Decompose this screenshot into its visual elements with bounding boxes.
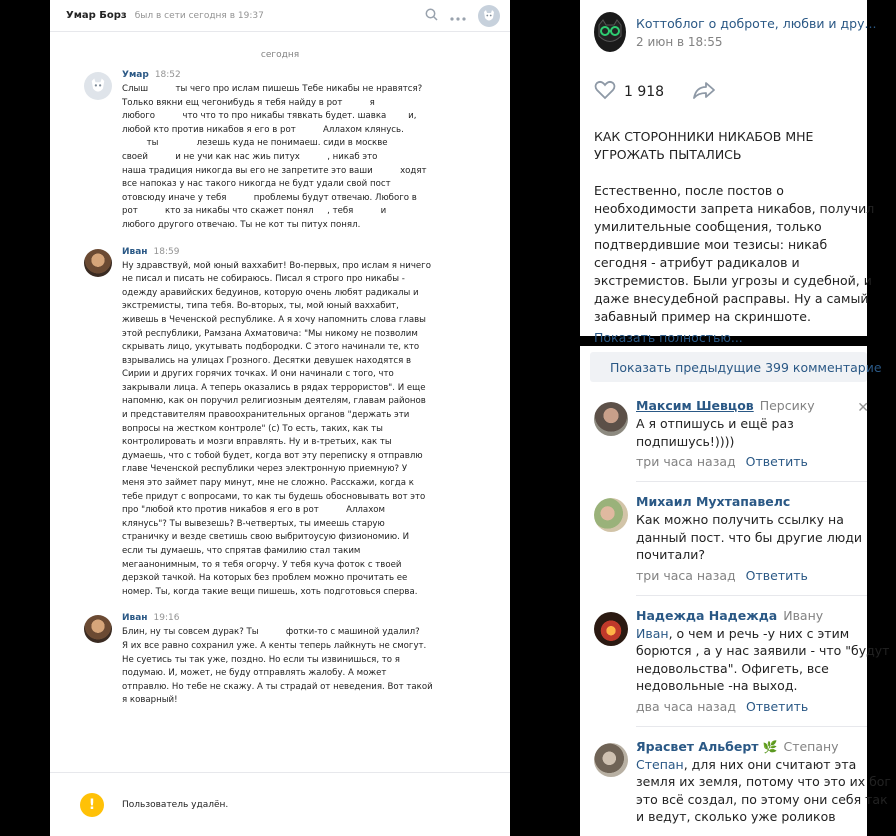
comment-author[interactable]: Михаил Мухтапавелс	[636, 494, 791, 509]
comment-time[interactable]: три часа назад	[636, 567, 736, 583]
day-separator: сегодня	[260, 50, 300, 60]
comment-author[interactable]: Ярасвет Альберт	[636, 738, 759, 754]
avatar[interactable]	[594, 612, 628, 646]
chat-message	[50, 247, 510, 600]
message-text: Слыш ты чего про ислам пишешь Тебе никабы не нравятся? Только вякни ещ чегонибудь я тебя найду в рот я любого что что то про никабы тявкать будет. шавка и, любой кто против никабов я его в рот Аллахом клянусь. ты лезешь куда не понимаеш. сиди в москве своей и не учи как нас жиь питух , никаб это наша традиция никогда вы его не запретите это ваши ходят все напоказ у нас такого никогда не будт удали свой пост отовсюду иначе у тебя проблемы будут отвечаю. Любого в рот кто за никабы что скажет понял , тебя и любого другого отвечаю. Ты не кот ты питух понял.	[122, 84, 427, 230]
reply-button[interactable]: Ответить	[745, 454, 808, 469]
message-author[interactable]: Умар	[122, 70, 149, 80]
chat-message	[50, 613, 510, 708]
group-avatar[interactable]	[594, 12, 626, 52]
deleted-user-text: Пользователь удалён.	[122, 799, 229, 810]
comment-text: Степан, для них они считают эта земля их земля, потому что это их бог это всё создал, по этому они себя так и ведут, сколько уже роликов	[636, 756, 891, 824]
message-time: 18:59	[153, 246, 180, 257]
comment-reply-to[interactable]: Ивану	[783, 607, 824, 623]
post-title: КАК СТОРОННИКИ НИКАБОВ МНЕ УГРОЖАТЬ ПЫТАЛИСЬ	[594, 129, 814, 162]
divider	[636, 481, 867, 482]
comment-text: Иван, о чем и речь -у них с этим борются , а у нас заявили - что "будут недовольства". Офигеть, все недовольные -на выход.	[636, 625, 890, 693]
comment-time[interactable]: три часа назад	[636, 454, 736, 469]
comment	[580, 494, 867, 583]
mention-link[interactable]: Иван	[636, 625, 669, 641]
show-full-link[interactable]: Показать полностью...	[594, 330, 743, 345]
chat-header	[50, 0, 510, 32]
share-icon[interactable]	[692, 81, 716, 103]
likes-count: 1 918	[624, 84, 665, 100]
message-time: 19:16	[153, 613, 180, 624]
avatar[interactable]	[594, 498, 628, 532]
avatar[interactable]	[84, 615, 112, 643]
deleted-user-notice	[50, 772, 510, 836]
post-card	[580, 0, 877, 345]
reply-button[interactable]: Ответить	[745, 567, 808, 583]
divider	[636, 595, 867, 596]
message-time: 18:52	[154, 70, 181, 80]
comment-reply-to[interactable]: Степану	[783, 738, 839, 754]
avatar[interactable]	[594, 743, 628, 777]
comment	[580, 738, 891, 826]
message-text: Блин, ну ты совсем дурак? Ты фотки-то с машиной удалил? Я их все равно сохранил уже. А кенты теперь лайкнуть не смогут. Не суетись ты так уже, поздно. Но если ты извинишься, то я подумаю. И, может, не буду отправлять жалобу. А может отправлю. Но тебе не скажу. А ты страдай от неведения. Вот такой я коварный!	[122, 627, 433, 706]
contact-avatar[interactable]	[478, 5, 500, 27]
post-author[interactable]: Коттоблог о доброте, любви и дру...	[636, 15, 877, 31]
comment-text: Как можно получить ссылку на данный пост. что бы другие люди почитали?	[636, 512, 862, 562]
leaf-icon: 🌿	[762, 739, 778, 754]
post-body: Естественно, после постов о необходимости запрета никабов, получил умилительные сообщения, только подтвердившие мои тезисы: никаб сегодня - атрибут радикалов и экстремистов. Были угрозы и судебной, и даже внесудебной расправы. Ну а самый забавный пример на скриншоте.	[594, 183, 875, 324]
chat-contact-status: был в сети сегодня в 19:37	[134, 10, 264, 21]
avatar[interactable]	[84, 72, 112, 100]
comment-author[interactable]: Надежда Надежда	[636, 607, 778, 623]
comment-reply-to[interactable]: Персику	[759, 398, 815, 413]
comment-text: А я отпишусь и ещё раз подпишусь!))))	[636, 416, 794, 449]
post-date[interactable]: 2 июн в 18:55	[636, 34, 723, 49]
message-text: Ну здравствуй, мой юный ваххабит! Во-первых, про ислам я ничего не писал и писать не собираюсь. Писал я строго про никабы - одежду аравийских бедуинов, которую очень любят радикалы и экстремисты, типа тебя. Во-вторых, ты, мой юный ваххабит, живешь в Чеченской республике. А я хочу напомнить слова главы этой республики, Рамзана Ахматовича: "Мы никому не позволим скрывать лицо, укутывать подбородки. С этого начинали те, кто взрывались на улицах Грозного. Десятки девушек находятся в Сирии и других горячих точках. И они начинали с того, что закрывали лица. А теперь оказались в рядах террористов". И еще напомню, как он поручил религиозным деятелям, главам районов и представителям правоохранительных органов "держать эти вопросы на жестком контроле" (с) То есть, таких, как ты контролировать и мозги вправлять. Ну и в-третьих, как ты думаешь, что с тобой будет, когда вот эту переписку я отправлю главе Чеченской республики через электронную приемную? У меня это займет пару минут, мне не сложно. Расскажи, когда к тебе придут с вопросами, то как ты будешь обосновывать вот это про "любой кто против никабов я его в рот Аллахом клянусь"? Ты вывезешь? В-четвертых, ты имеешь старую страничку и везде светишь свою выбритоусую физиономию. И если ты думаешь, что спрятав фамилию стал таким мегаанонимным, то я тебя огорчу. У тебя куча фоток с твоей дерзкой тачкой. На которых без проблем можно прочитать ее номер. Ты, когда такие вещи пишешь, хоть подготовься сперва.	[122, 260, 431, 597]
chat-message	[50, 70, 510, 233]
message-author[interactable]: Иван	[122, 613, 148, 624]
warning-icon: !	[80, 793, 104, 817]
like-icon[interactable]	[594, 80, 616, 104]
chat-contact-name[interactable]: Умар Борз	[66, 10, 127, 21]
show-previous-comments-button[interactable]: Показать предыдущие 399 комментарие	[590, 352, 867, 382]
divider	[636, 726, 867, 727]
avatar[interactable]	[594, 402, 628, 436]
message-author[interactable]: Иван	[122, 246, 148, 257]
comments-section	[580, 346, 891, 836]
comment	[580, 398, 867, 469]
chat-window	[50, 0, 510, 836]
comment-author[interactable]: Максим Шевцов	[636, 398, 754, 413]
avatar[interactable]	[84, 249, 112, 277]
close-icon[interactable]: ✕	[857, 400, 869, 416]
mention-link[interactable]: Степан	[636, 756, 684, 772]
more-icon[interactable]	[450, 6, 466, 25]
search-icon[interactable]	[425, 6, 438, 25]
reply-button[interactable]: Ответить	[745, 698, 809, 714]
comment	[580, 607, 890, 714]
comment-time[interactable]: два часа назад	[636, 698, 736, 714]
